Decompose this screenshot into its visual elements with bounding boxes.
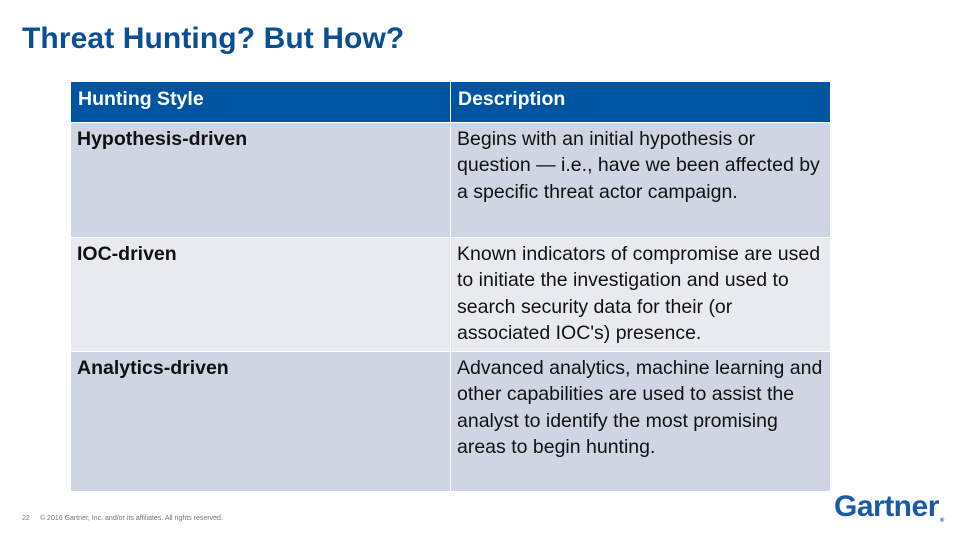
hunting-style-cell: Analytics-driven [71, 352, 451, 492]
hunting-style-cell: IOC-driven [71, 238, 451, 352]
logo-wordmark: Gartner [834, 490, 939, 523]
table-row [71, 352, 831, 492]
registered-mark: ® [939, 518, 944, 524]
column-header-description: Description [451, 82, 831, 123]
slide-title: Threat Hunting? But How? [22, 22, 405, 55]
column-header-hunting-style: Hunting Style [71, 82, 451, 123]
table-row [71, 238, 831, 352]
table-header-row [71, 82, 831, 123]
description-cell: Begins with an initial hypothesis or question — i.e., have we been affected by a specific threat actor campaign. [451, 123, 831, 238]
page-number: 22 [22, 515, 30, 522]
hunting-styles-table [70, 81, 831, 492]
gartner-logo [834, 490, 944, 524]
slide-footer [22, 515, 223, 522]
description-cell: Known indicators of compromise are used to initiate the investigation and used to search security data for their (or associated IOC's) presence. [451, 238, 831, 352]
hunting-style-cell: Hypothesis-driven [71, 123, 451, 238]
description-cell: Advanced analytics, machine learning and other capabilities are used to assist the analyst to identify the most promising areas to begin hunting. [451, 352, 831, 492]
copyright-notice: © 2016 Gartner, Inc. and/or its affiliates. All rights reserved. [39, 515, 223, 522]
table-row [71, 123, 831, 238]
